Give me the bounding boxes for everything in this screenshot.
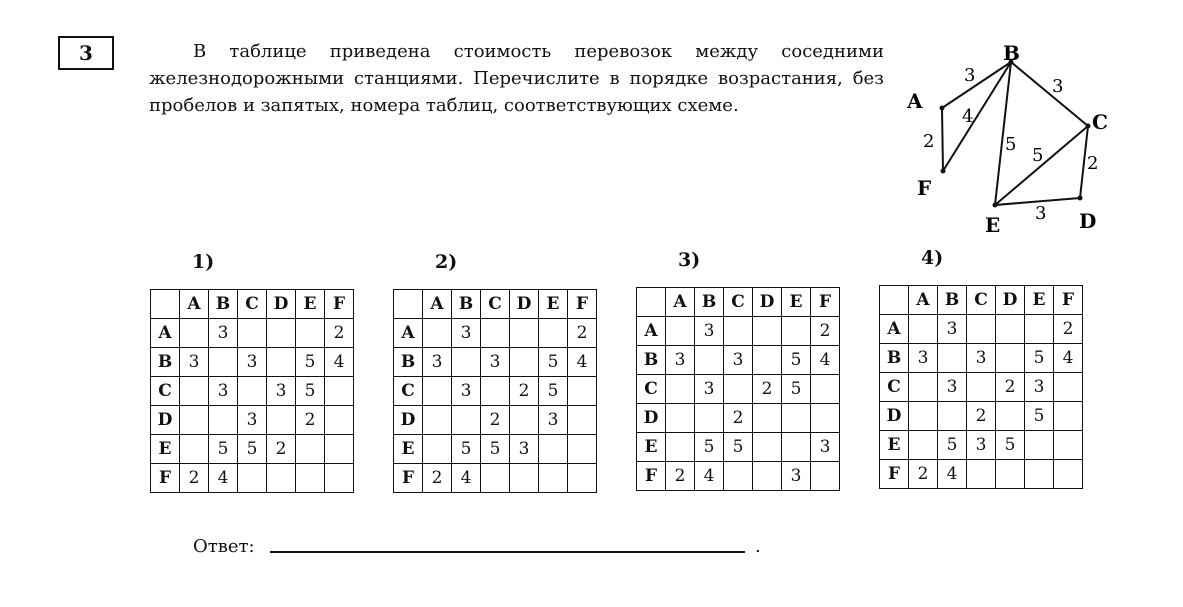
cost-cell (967, 373, 996, 402)
cost-cell: 3 (180, 348, 209, 377)
cost-cell (238, 464, 267, 493)
weight-a-f: 2 (923, 131, 935, 152)
column-header: A (180, 290, 209, 319)
cost-cell (1054, 402, 1083, 431)
table-row (394, 348, 597, 377)
table-header-row (880, 286, 1083, 315)
column-header: F (811, 288, 840, 317)
table-row (394, 435, 597, 464)
cost-cell (782, 433, 811, 462)
cost-cell: 4 (938, 460, 967, 489)
cost-table-3 (636, 287, 840, 491)
cost-cell (909, 402, 938, 431)
cost-cell (666, 317, 695, 346)
cost-cell (267, 464, 296, 493)
cost-cell: 3 (452, 319, 481, 348)
table-header-row (637, 288, 840, 317)
cost-cell: 2 (724, 404, 753, 433)
cost-cell (568, 464, 597, 493)
weight-c-e: 5 (1032, 145, 1044, 166)
task-number-box (58, 36, 114, 70)
table-row (394, 377, 597, 406)
cost-cell: 3 (452, 377, 481, 406)
table-row (151, 319, 354, 348)
cost-cell (1025, 315, 1054, 344)
cost-cell (753, 317, 782, 346)
table-row (880, 460, 1083, 489)
cost-cell: 2 (967, 402, 996, 431)
cost-cell (510, 464, 539, 493)
cost-cell (996, 344, 1025, 373)
problem-statement: В таблице приведена стоимость перевозок между соседними железнодорожными станциями. Перечислите в порядке возрастания, без пробелов и запятых, номера таблиц, соответствующих схеме. (149, 41, 884, 116)
weight-a-b: 3 (964, 65, 976, 86)
column-header (880, 286, 909, 315)
cost-cell (209, 406, 238, 435)
cost-cell (724, 317, 753, 346)
row-header: C (394, 377, 423, 406)
node-b: B (1003, 41, 1020, 65)
cost-cell: 5 (996, 431, 1025, 460)
node-a: A (907, 89, 923, 113)
row-header: D (394, 406, 423, 435)
table-row (637, 462, 840, 491)
table-row (637, 404, 840, 433)
cost-cell: 3 (238, 406, 267, 435)
cost-cell (267, 348, 296, 377)
cost-cell (568, 435, 597, 464)
cost-cell (909, 373, 938, 402)
row-header: D (151, 406, 180, 435)
cost-cell (782, 404, 811, 433)
table-row (880, 431, 1083, 460)
cost-cell: 5 (296, 377, 325, 406)
cost-cell: 4 (452, 464, 481, 493)
row-header: B (394, 348, 423, 377)
row-header: D (880, 402, 909, 431)
cost-cell (568, 406, 597, 435)
edge-a-b (942, 62, 1011, 108)
row-header: C (151, 377, 180, 406)
table-2-block (393, 251, 597, 493)
cost-cell (510, 348, 539, 377)
cost-cell (180, 406, 209, 435)
column-header: E (296, 290, 325, 319)
cost-cell (1025, 431, 1054, 460)
cost-table-1 (150, 289, 354, 493)
column-header: F (1054, 286, 1083, 315)
cost-cell (423, 406, 452, 435)
row-header: B (151, 348, 180, 377)
cost-cell (325, 435, 354, 464)
column-header: A (423, 290, 452, 319)
cost-cell: 2 (1054, 315, 1083, 344)
cost-cell (423, 319, 452, 348)
table-row (880, 344, 1083, 373)
cost-cell: 3 (695, 375, 724, 404)
cost-cell: 5 (1025, 344, 1054, 373)
row-header: A (637, 317, 666, 346)
cost-cell: 3 (209, 319, 238, 348)
cost-cell: 5 (695, 433, 724, 462)
cost-cell (753, 346, 782, 375)
edge-b-c (1011, 62, 1088, 126)
cost-cell (996, 402, 1025, 431)
cost-cell: 5 (481, 435, 510, 464)
cost-cell (753, 404, 782, 433)
cost-cell (325, 377, 354, 406)
cost-cell: 3 (811, 433, 840, 462)
row-header: E (637, 433, 666, 462)
cost-cell: 3 (423, 348, 452, 377)
cost-cell (325, 406, 354, 435)
node-c: C (1092, 110, 1108, 134)
row-header: A (880, 315, 909, 344)
cost-cell: 5 (539, 348, 568, 377)
table-row (637, 346, 840, 375)
cost-cell (267, 406, 296, 435)
cost-cell (325, 464, 354, 493)
cost-cell (666, 404, 695, 433)
cost-cell (811, 404, 840, 433)
cost-cell (481, 319, 510, 348)
column-header: E (782, 288, 811, 317)
column-header (151, 290, 180, 319)
cost-cell: 2 (267, 435, 296, 464)
row-header: C (880, 373, 909, 402)
table-4-block (879, 247, 1083, 489)
table-3-block (636, 249, 840, 491)
column-header: D (996, 286, 1025, 315)
graph-svg (895, 38, 1125, 243)
cost-cell: 2 (568, 319, 597, 348)
cost-cell (666, 433, 695, 462)
cost-cell: 2 (666, 462, 695, 491)
column-header: A (909, 286, 938, 315)
cost-cell: 5 (539, 377, 568, 406)
weight-b-c: 3 (1052, 76, 1064, 97)
answer-period: . (755, 536, 761, 557)
cost-cell: 3 (695, 317, 724, 346)
cost-cell (666, 375, 695, 404)
cost-cell (909, 431, 938, 460)
cost-cell (510, 319, 539, 348)
weight-c-d: 2 (1087, 153, 1099, 174)
cost-cell: 3 (539, 406, 568, 435)
column-header: E (1025, 286, 1054, 315)
cost-cell (423, 435, 452, 464)
cost-cell: 5 (782, 375, 811, 404)
cost-cell: 3 (238, 348, 267, 377)
cost-cell (238, 319, 267, 348)
railway-graph (895, 38, 1125, 243)
column-header: F (325, 290, 354, 319)
problem-text (149, 38, 884, 119)
cost-cell: 4 (568, 348, 597, 377)
cost-cell: 2 (325, 319, 354, 348)
row-header: F (880, 460, 909, 489)
cost-cell: 4 (811, 346, 840, 375)
row-header: F (394, 464, 423, 493)
table-row (637, 433, 840, 462)
cost-cell (481, 464, 510, 493)
row-header: A (394, 319, 423, 348)
cost-cell: 3 (1025, 373, 1054, 402)
cost-table-4 (879, 285, 1083, 489)
row-header: D (637, 404, 666, 433)
cost-cell (782, 317, 811, 346)
cost-cell (209, 348, 238, 377)
task-number: 3 (79, 41, 93, 65)
cost-cell: 4 (695, 462, 724, 491)
cost-cell: 5 (452, 435, 481, 464)
column-header: B (452, 290, 481, 319)
table-row (394, 319, 597, 348)
row-header: C (637, 375, 666, 404)
cost-table-2 (393, 289, 597, 493)
cost-cell: 2 (811, 317, 840, 346)
table-row (151, 377, 354, 406)
cost-cell (296, 435, 325, 464)
cost-cell (996, 460, 1025, 489)
cost-cell (1025, 460, 1054, 489)
cost-cell (510, 406, 539, 435)
table-row (151, 406, 354, 435)
cost-cell (938, 402, 967, 431)
cost-cell (296, 319, 325, 348)
cost-cell (296, 464, 325, 493)
cost-cell: 3 (481, 348, 510, 377)
table-1-number: 1) (192, 251, 215, 273)
cost-cell: 3 (938, 373, 967, 402)
cost-cell: 5 (296, 348, 325, 377)
cost-cell (753, 462, 782, 491)
column-header: B (938, 286, 967, 315)
row-header: E (880, 431, 909, 460)
cost-cell: 5 (209, 435, 238, 464)
row-header: A (151, 319, 180, 348)
row-header: F (637, 462, 666, 491)
column-header: C (724, 288, 753, 317)
node-e: E (985, 213, 1001, 237)
cost-cell (423, 377, 452, 406)
cost-cell: 3 (967, 344, 996, 373)
column-header (394, 290, 423, 319)
cost-cell (1054, 373, 1083, 402)
cost-cell: 2 (296, 406, 325, 435)
column-header: D (267, 290, 296, 319)
cost-cell (996, 315, 1025, 344)
cost-cell: 3 (782, 462, 811, 491)
column-header: B (695, 288, 724, 317)
cost-cell: 5 (938, 431, 967, 460)
column-header (637, 288, 666, 317)
cost-cell (753, 433, 782, 462)
column-header: C (238, 290, 267, 319)
cost-cell: 3 (938, 315, 967, 344)
node-f: F (917, 176, 932, 200)
cost-cell (811, 462, 840, 491)
cost-cell (967, 315, 996, 344)
column-header: D (510, 290, 539, 319)
weight-b-f: 4 (962, 106, 974, 127)
cost-cell: 2 (481, 406, 510, 435)
table-4-number: 4) (921, 247, 944, 269)
weight-b-e: 5 (1005, 134, 1017, 155)
cost-cell (909, 315, 938, 344)
answer-label: Ответ: (193, 536, 255, 557)
table-row (151, 464, 354, 493)
cost-cell (481, 377, 510, 406)
cost-cell (967, 460, 996, 489)
row-header: E (151, 435, 180, 464)
column-header: F (568, 290, 597, 319)
row-header: F (151, 464, 180, 493)
cost-cell: 3 (267, 377, 296, 406)
table-row (151, 435, 354, 464)
column-header: E (539, 290, 568, 319)
cost-cell (938, 344, 967, 373)
cost-cell: 4 (325, 348, 354, 377)
row-header: B (637, 346, 666, 375)
table-row (151, 348, 354, 377)
cost-cell (452, 348, 481, 377)
cost-cell: 5 (724, 433, 753, 462)
cost-cell (724, 462, 753, 491)
cost-cell (811, 375, 840, 404)
cost-cell: 2 (180, 464, 209, 493)
column-header: C (481, 290, 510, 319)
cost-cell (695, 404, 724, 433)
cost-cell: 2 (753, 375, 782, 404)
cost-cell: 2 (510, 377, 539, 406)
table-header-row (394, 290, 597, 319)
cost-cell (539, 464, 568, 493)
cost-cell (724, 375, 753, 404)
cost-cell: 3 (666, 346, 695, 375)
column-header: D (753, 288, 782, 317)
row-header: B (880, 344, 909, 373)
table-row (880, 373, 1083, 402)
cost-cell: 5 (1025, 402, 1054, 431)
table-row (637, 317, 840, 346)
table-row (394, 464, 597, 493)
cost-cell: 5 (238, 435, 267, 464)
row-header: E (394, 435, 423, 464)
cost-cell (180, 435, 209, 464)
cost-cell: 3 (724, 346, 753, 375)
cost-cell (452, 406, 481, 435)
answer-field[interactable] (270, 551, 745, 553)
table-row (880, 315, 1083, 344)
cost-cell: 2 (996, 373, 1025, 402)
column-header: A (666, 288, 695, 317)
cost-cell: 2 (909, 460, 938, 489)
column-header: B (209, 290, 238, 319)
weight-e-d: 3 (1035, 203, 1047, 224)
cost-cell: 5 (782, 346, 811, 375)
cost-cell (695, 346, 724, 375)
node-d: D (1079, 209, 1097, 233)
edge-a-f (942, 108, 943, 171)
table-row (880, 402, 1083, 431)
cost-cell (1054, 460, 1083, 489)
table-row (394, 406, 597, 435)
table-1-block (150, 251, 354, 493)
table-2-number: 2) (435, 251, 458, 273)
cost-cell (1054, 431, 1083, 460)
cost-cell: 2 (423, 464, 452, 493)
cost-cell (180, 319, 209, 348)
table-row (637, 375, 840, 404)
cost-cell: 3 (909, 344, 938, 373)
table-3-number: 3) (678, 249, 701, 271)
cost-cell (539, 319, 568, 348)
cost-cell: 3 (510, 435, 539, 464)
cost-cell (267, 319, 296, 348)
cost-cell (180, 377, 209, 406)
cost-cell (568, 377, 597, 406)
table-header-row (151, 290, 354, 319)
cost-cell (539, 435, 568, 464)
cost-cell (238, 377, 267, 406)
cost-cell: 3 (967, 431, 996, 460)
cost-cell: 3 (209, 377, 238, 406)
cost-cell: 4 (1054, 344, 1083, 373)
cost-cell: 4 (209, 464, 238, 493)
column-header: C (967, 286, 996, 315)
